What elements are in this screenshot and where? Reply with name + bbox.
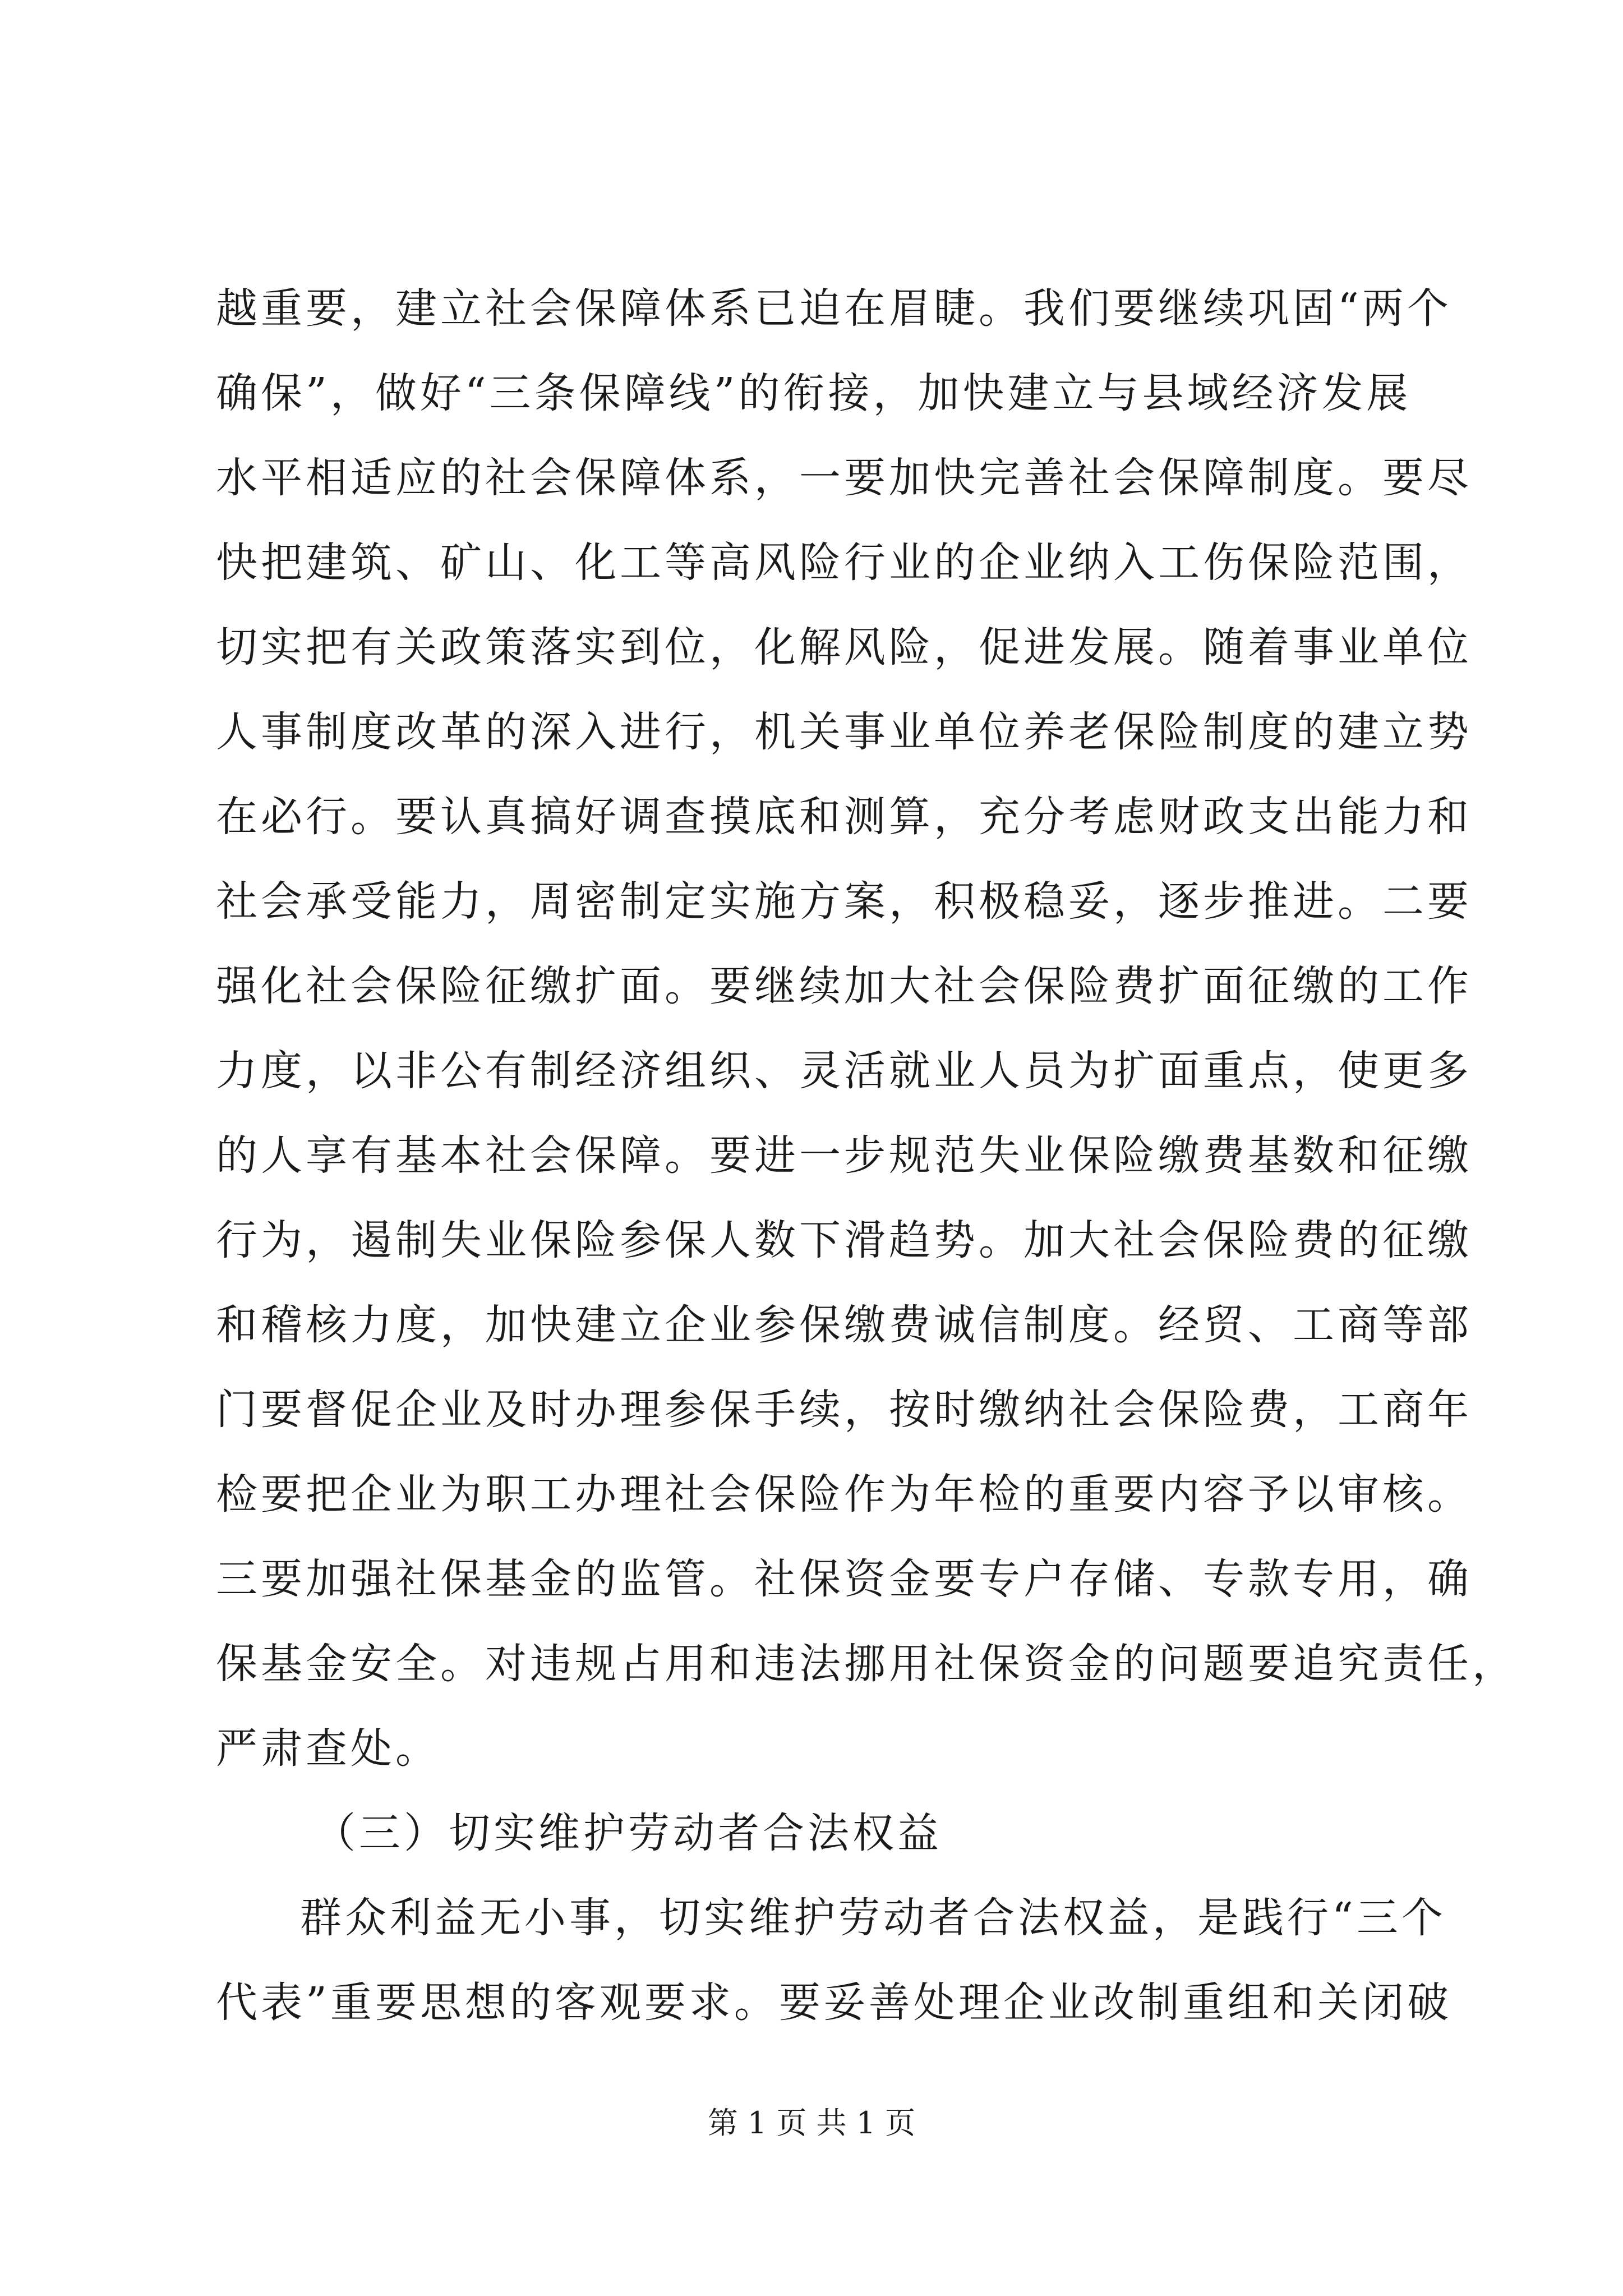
body-text-line: 门要督促企业及时办理参保手续，按时缴纳社会保险费，工商年: [216, 1386, 1472, 1434]
body-text-line: 强化社会保险征缴扩面。要继续加大社会保险费扩面征缴的工作: [216, 962, 1472, 1010]
section-heading: （三）切实维护劳动者合法权益: [314, 1809, 942, 1857]
body-text-line: 社会承受能力，周密制定实施方案，积极稳妥，逐步推进。二要: [216, 877, 1472, 926]
body-text-line: 人事制度改革的深入进行，机关事业单位养老保险制度的建立势: [216, 708, 1472, 756]
body-text-line: 严肃查处。: [216, 1724, 440, 1773]
page-footer: 第 1 页 共 1 页: [707, 2105, 916, 2141]
body-text-line: 保基金安全。对违规占用和违法挪用社保资金的问题要追究责任，: [216, 1640, 1517, 1688]
body-text-line: 代表”重要思想的客观要求。要妥善处理企业改制重组和关闭破: [216, 1978, 1452, 2027]
body-text-line: 三要加强社保基金的监管。社保资金要专户存储、专款专用，确: [216, 1555, 1472, 1603]
body-text-line: 水平相适应的社会保障体系，一要加快完善社会保障制度。要尽: [216, 454, 1472, 502]
body-text-line: 和稽核力度，加快建立企业参保缴费诚信制度。经贸、工商等部: [216, 1301, 1472, 1349]
body-text-line: 在必行。要认真搞好调查摸底和测算，充分考虑财政支出能力和: [216, 793, 1472, 841]
body-text-line: 确保”，做好“三条保障线”的衔接，加快建立与县域经济发展: [216, 369, 1412, 417]
body-text-line: 检要把企业为职工办理社会保险作为年检的重要内容予以审核。: [216, 1470, 1472, 1519]
body-text-line: 力度，以非公有制经济组织、灵活就业人员为扩面重点，使更多: [216, 1047, 1472, 1095]
body-text-line: 越重要，建立社会保障体系已迫在眉睫。我们要继续巩固“两个: [216, 284, 1452, 333]
body-text-line: 切实把有关政策落实到位，化解风险，促进发展。随着事业单位: [216, 623, 1472, 671]
body-text-line: 行为，遏制失业保险参保人数下滑趋势。加大社会保险费的征缴: [216, 1216, 1472, 1264]
body-text-line: 的人享有基本社会保障。要进一步规范失业保险缴费基数和征缴: [216, 1131, 1472, 1180]
body-text-line: 快把建筑、矿山、化工等高风险行业的企业纳入工伤保险范围，: [216, 539, 1472, 587]
body-text-line: 群众利益无小事，切实维护劳动者合法权益，是践行“三个: [300, 1894, 1446, 1942]
